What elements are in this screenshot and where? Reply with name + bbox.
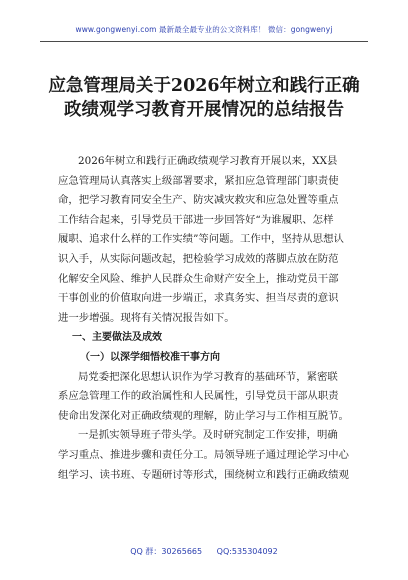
header-divider — [40, 41, 368, 42]
text-line: 局党委把深化思想认识作为学习教育的基础环节，紧密联 — [78, 370, 338, 383]
page-footer — [40, 546, 368, 557]
title-line-1: 应急管理局关于2026年树立和践行正确 — [48, 76, 360, 96]
text-line: 干事创业的价值取向进一步端正，求真务实、担当尽责的意识 — [58, 292, 339, 305]
text-line: 使命出发深化对正确政绩观的理解，防止学习与工作相互脱节。 — [58, 409, 349, 422]
text-line: 工作结合起来，引导党员干部进一步回答好“为谁履职、怎样 — [58, 213, 334, 226]
document-body — [58, 152, 353, 485]
text-line: 应急管理局认真落实上级部署要求，紧扣应急管理部门职责使 — [58, 174, 339, 187]
qq-contact-text: QQ:535304092 — [216, 547, 278, 556]
text-line: 命，把学习教育同安全生产、防灾减灾救灾和应急处置等重点 — [58, 194, 339, 207]
section-heading: 一、主要做法及成效 — [72, 332, 162, 344]
document-title — [30, 74, 378, 122]
text-line: 系应急管理工作的政治属性和人民属性，引导党员干部从职责 — [58, 390, 339, 403]
text-line: 一是抓实领导班子带头学。及时研究制定工作安排，明确 — [78, 429, 338, 442]
title-line-2: 政绩观学习教育开展情况的总结报告 — [64, 100, 344, 120]
text-line: 组学习、读书班、专题研讨等形式，围绕树立和践行正确政绩观 — [58, 468, 349, 481]
text-line: 2026年树立和践行正确政绩观学习教育开展以来，XX县 — [78, 155, 338, 167]
page-header: www.gongwenyi.com 最新最全最专业的公文资料库！ 微信：gongwenyj — [75, 25, 333, 34]
body-paragraph — [58, 368, 353, 427]
text-line: 进一步增强。现将有关情况报告如下。 — [58, 311, 235, 324]
text-line: 学习重点、推进步骤和责任分工。局领导班子通过理论学习中心 — [58, 448, 349, 461]
text-line: 履职、追求什么样的工作实绩”等问题。工作中，坚持从思想认 — [58, 233, 344, 246]
text-line: 化解安全风险、维护人民群众生命财产安全上，推动党员干部 — [58, 272, 339, 285]
intro-paragraph — [58, 152, 353, 328]
body-paragraph — [58, 426, 353, 485]
subsection-heading: （一）以深学细悟校准干事方向 — [80, 351, 220, 363]
text-line: 识入手，从实际问题改起，把检验学习成效的落脚点放在防范 — [58, 252, 339, 265]
qq-group-text: QQ 群：30265665 — [130, 547, 203, 556]
